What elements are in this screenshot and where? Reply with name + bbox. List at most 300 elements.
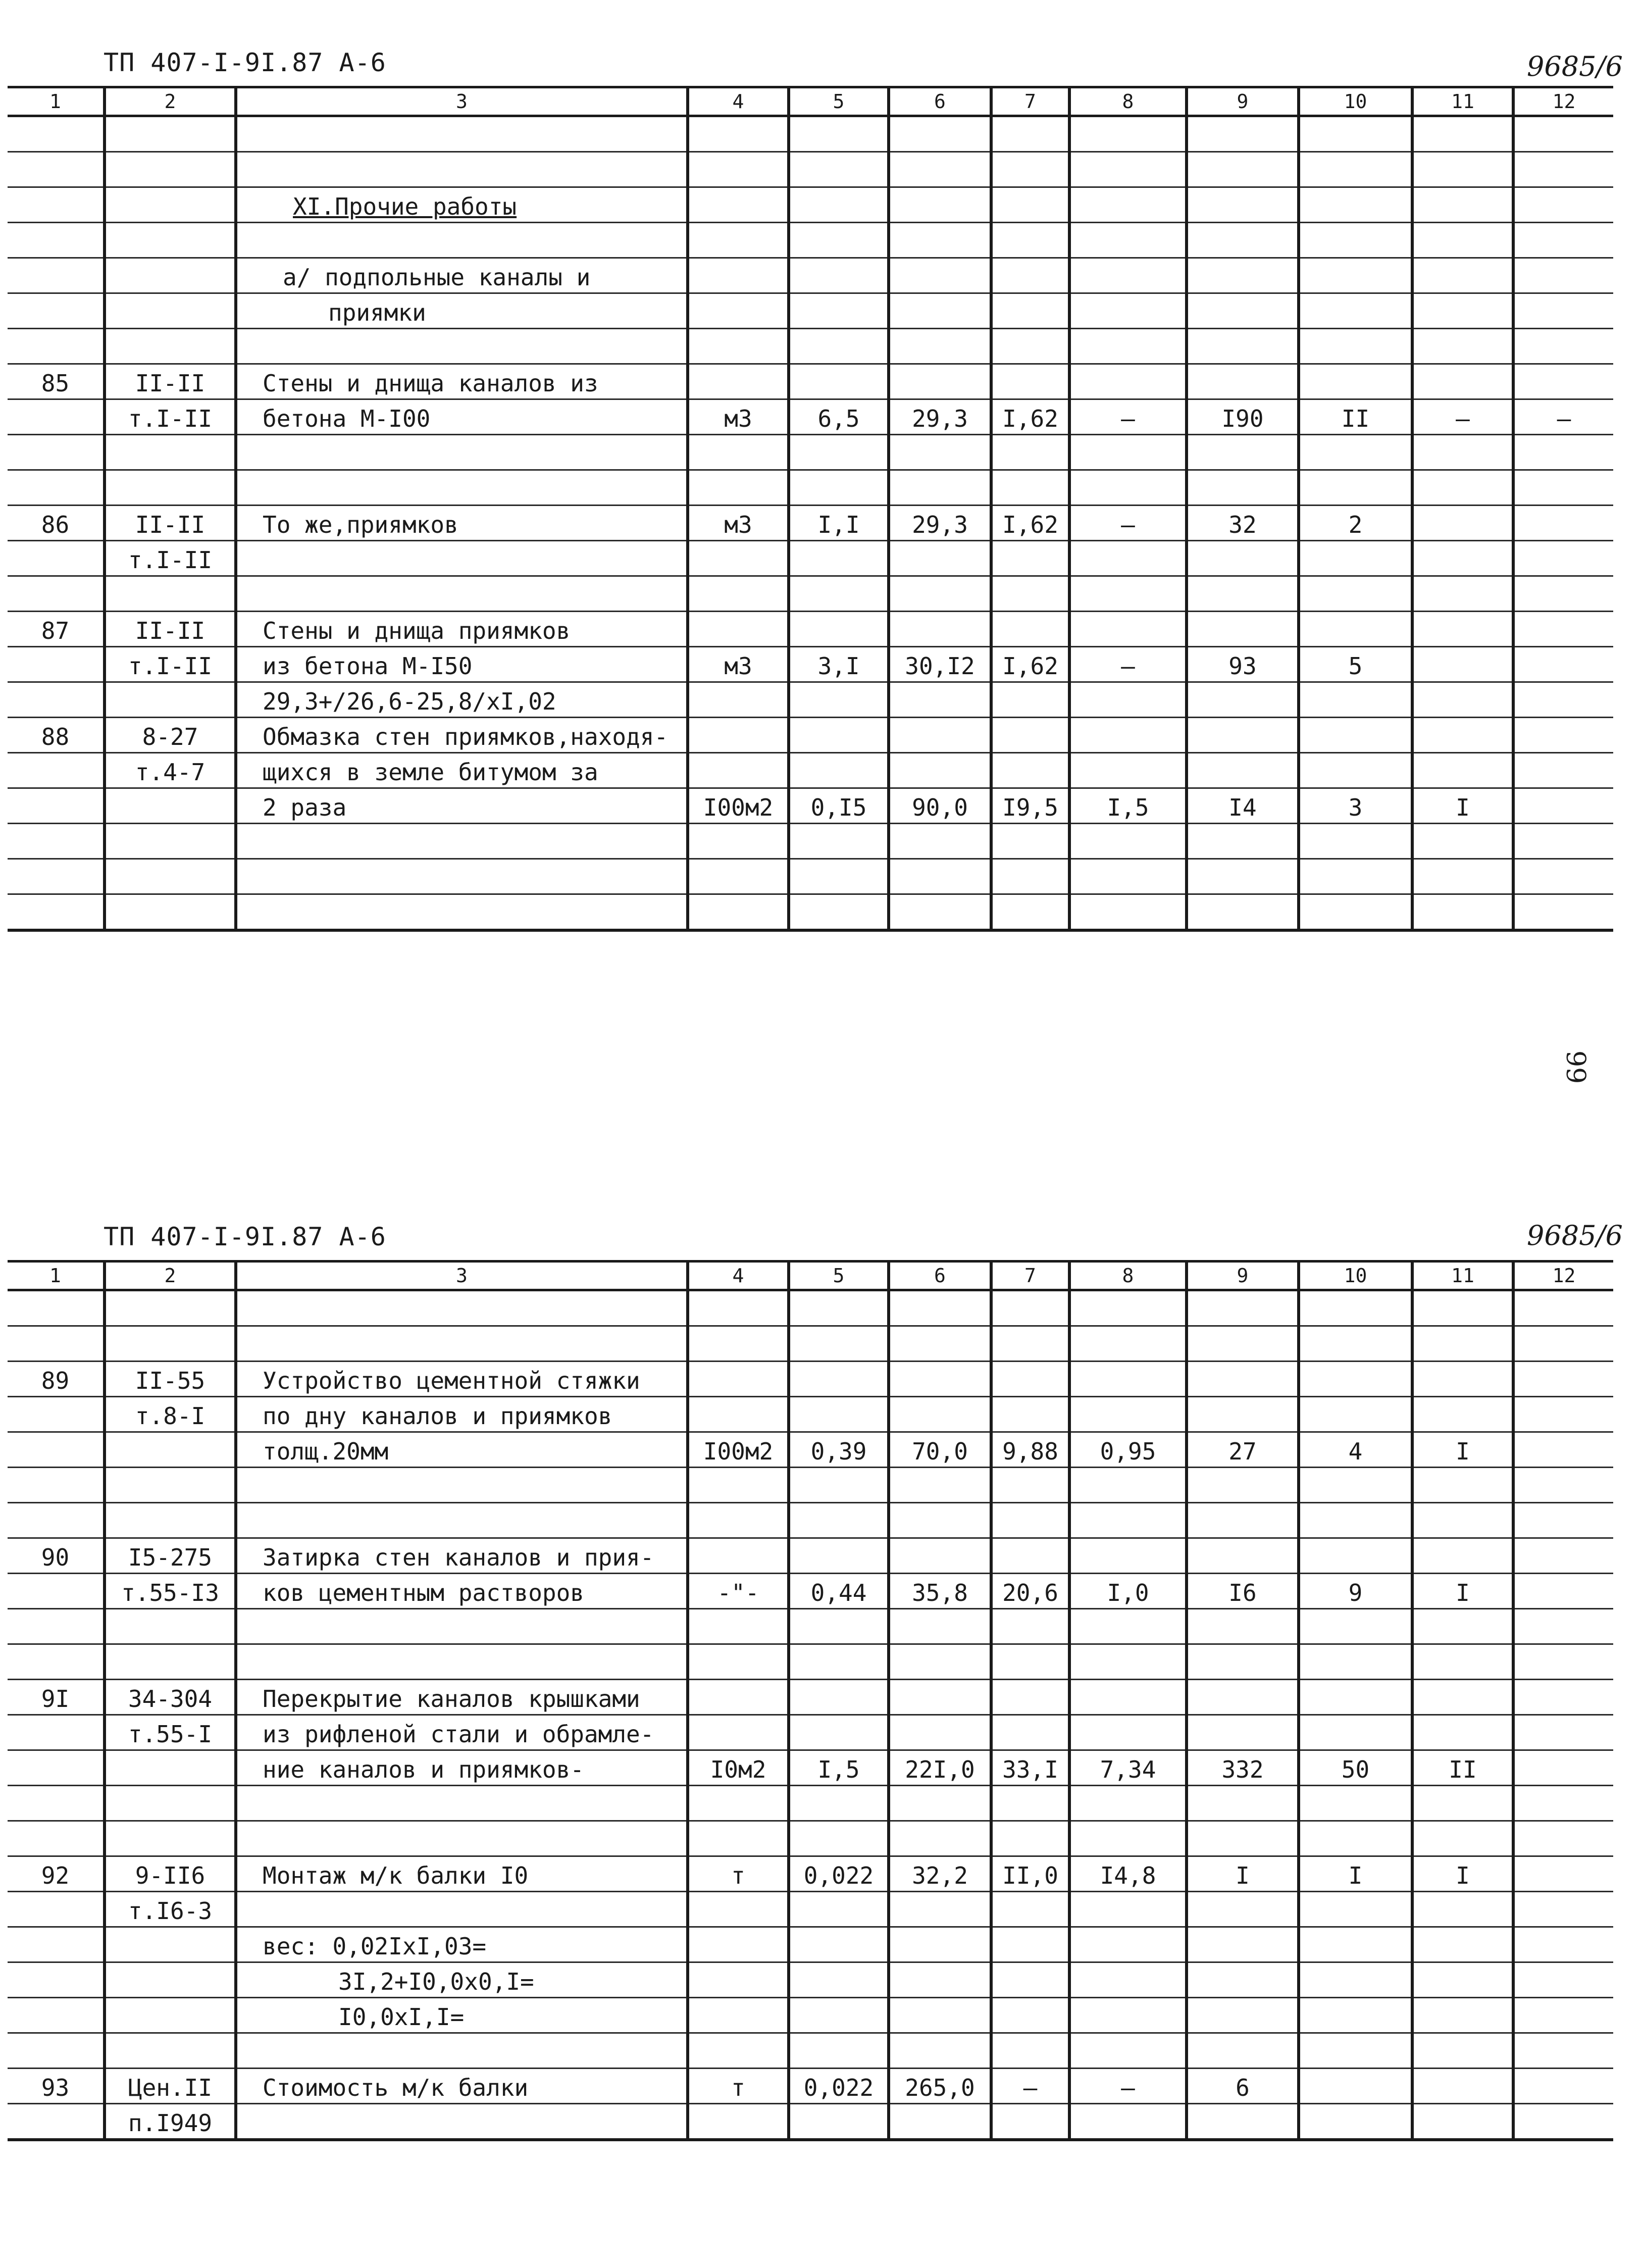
- norm-code-cell: [105, 1927, 236, 1962]
- table-row: [8, 859, 1613, 894]
- value-cell: [889, 1609, 991, 1644]
- value-cell: [1513, 1962, 1613, 1998]
- value-cell: [1412, 329, 1513, 364]
- item-number-cell: [8, 894, 105, 931]
- value-cell: [1187, 1680, 1299, 1715]
- item-number-cell: [8, 329, 105, 364]
- unit-cell: I00м2: [688, 1432, 789, 1468]
- value-cell: [789, 1290, 889, 1326]
- value-cell: [1513, 2033, 1613, 2069]
- value-cell: [1069, 1998, 1187, 2033]
- column-number: 8: [1069, 1262, 1187, 1290]
- value-cell: [1299, 1468, 1412, 1503]
- value-cell: [1069, 116, 1187, 152]
- value-cell: [789, 1786, 889, 1821]
- value-cell: [1187, 1998, 1299, 2033]
- work-description-cell: [236, 1786, 688, 1821]
- column-number: 4: [688, 87, 789, 116]
- value-cell: [991, 1326, 1069, 1362]
- column-number: 11: [1412, 87, 1513, 116]
- value-cell: [1069, 612, 1187, 647]
- value-cell: [889, 718, 991, 753]
- unit-cell: [688, 116, 789, 152]
- value-cell: [1299, 1290, 1412, 1326]
- value-cell: [1299, 116, 1412, 152]
- value-cell: [1412, 1468, 1513, 1503]
- norm-code-cell: II-II: [105, 364, 236, 399]
- value-cell: I,I: [789, 506, 889, 541]
- item-number-cell: [8, 116, 105, 152]
- value-cell: 30,I2: [889, 647, 991, 682]
- unit-cell: м3: [688, 506, 789, 541]
- value-cell: [1187, 718, 1299, 753]
- value-cell: [1412, 258, 1513, 293]
- value-cell: [1069, 1786, 1187, 1821]
- value-cell: [1187, 329, 1299, 364]
- value-cell: 29,3: [889, 399, 991, 435]
- unit-cell: [688, 1362, 789, 1397]
- value-cell: [1069, 894, 1187, 931]
- column-number: 2: [105, 87, 236, 116]
- work-description-cell: [236, 859, 688, 894]
- norm-code-cell: [105, 329, 236, 364]
- norm-code-cell: [105, 116, 236, 152]
- value-cell: [1069, 1680, 1187, 1715]
- unit-cell: м3: [688, 647, 789, 682]
- value-cell: [1412, 470, 1513, 506]
- value-cell: [1513, 894, 1613, 931]
- work-description-cell: из рифленой стали и обрамле-: [236, 1715, 688, 1750]
- item-number-cell: [8, 576, 105, 612]
- value-cell: [789, 576, 889, 612]
- value-cell: [1069, 1538, 1187, 1574]
- value-cell: [889, 1680, 991, 1715]
- value-cell: [1069, 258, 1187, 293]
- value-cell: [1069, 2104, 1187, 2140]
- value-cell: [1412, 1538, 1513, 1574]
- unit-cell: [688, 1786, 789, 1821]
- value-cell: [1299, 541, 1412, 576]
- value-cell: [1187, 1962, 1299, 1998]
- work-description-cell: Затирка стен каналов и прия-: [236, 1538, 688, 1574]
- value-cell: [1187, 258, 1299, 293]
- value-cell: [991, 1680, 1069, 1715]
- value-cell: [1069, 718, 1187, 753]
- value-cell: 7,34: [1069, 1750, 1187, 1786]
- value-cell: [789, 223, 889, 258]
- item-number-cell: [8, 2033, 105, 2069]
- work-description-cell: [236, 576, 688, 612]
- value-cell: I4: [1187, 788, 1299, 824]
- unit-cell: т: [688, 1856, 789, 1892]
- value-cell: [1187, 1892, 1299, 1927]
- value-cell: [1513, 1821, 1613, 1856]
- norm-code-cell: 9-II6: [105, 1856, 236, 1892]
- work-description-cell: [236, 152, 688, 187]
- value-cell: [1187, 541, 1299, 576]
- work-description-cell: 2 раза: [236, 788, 688, 824]
- norm-code-cell: п.I949: [105, 2104, 236, 2140]
- work-description-cell: Стены и днища каналов из: [236, 364, 688, 399]
- table-row: [8, 1786, 1613, 1821]
- value-cell: [1187, 612, 1299, 647]
- norm-code-cell: [105, 1644, 236, 1680]
- estimate-sheet-bottom: [0, 1222, 1643, 2268]
- value-cell: [889, 1326, 991, 1362]
- value-cell: [789, 1503, 889, 1538]
- value-cell: [991, 1998, 1069, 2033]
- value-cell: [1069, 1290, 1187, 1326]
- value-cell: [991, 1609, 1069, 1644]
- item-number-cell: [8, 1574, 105, 1609]
- table-row: [8, 329, 1613, 364]
- value-cell: [1513, 116, 1613, 152]
- value-cell: [1513, 788, 1613, 824]
- item-number-cell: 85: [8, 364, 105, 399]
- value-cell: [1299, 187, 1412, 223]
- norm-code-cell: [105, 187, 236, 223]
- value-cell: [1069, 223, 1187, 258]
- norm-code-cell: т.I-II: [105, 647, 236, 682]
- item-number-cell: [8, 1468, 105, 1503]
- value-cell: [1412, 2033, 1513, 2069]
- value-cell: [991, 223, 1069, 258]
- item-number-cell: [8, 293, 105, 329]
- value-cell: [1299, 859, 1412, 894]
- item-number-cell: 88: [8, 718, 105, 753]
- value-cell: [1187, 187, 1299, 223]
- unit-cell: [688, 1962, 789, 1998]
- value-cell: [1299, 1715, 1412, 1750]
- value-cell: [889, 1786, 991, 1821]
- estimate-sheet-top: [0, 0, 1643, 1086]
- value-cell: [889, 1503, 991, 1538]
- table-row: [8, 1715, 1613, 1750]
- table-row: [8, 824, 1613, 859]
- table-row: [8, 788, 1613, 824]
- table-row: [8, 1538, 1613, 1574]
- item-number-cell: 9I: [8, 1680, 105, 1715]
- value-cell: [991, 435, 1069, 470]
- value-cell: 5: [1299, 647, 1412, 682]
- column-number: 12: [1513, 87, 1613, 116]
- item-number-cell: 89: [8, 1362, 105, 1397]
- value-cell: 20,6: [991, 1574, 1069, 1609]
- norm-code-cell: [105, 1821, 236, 1856]
- value-cell: 33,I: [991, 1750, 1069, 1786]
- table-row: [8, 1750, 1613, 1786]
- value-cell: [789, 859, 889, 894]
- work-description-cell: [236, 541, 688, 576]
- item-number-cell: 93: [8, 2069, 105, 2104]
- value-cell: –: [1069, 399, 1187, 435]
- value-cell: [1513, 435, 1613, 470]
- unit-cell: [688, 824, 789, 859]
- estimate-table: [8, 1260, 1613, 2141]
- value-cell: [1513, 1715, 1613, 1750]
- value-cell: [1299, 1998, 1412, 2033]
- value-cell: [991, 753, 1069, 788]
- value-cell: [789, 541, 889, 576]
- value-cell: [1513, 506, 1613, 541]
- value-cell: [1513, 1574, 1613, 1609]
- value-cell: [991, 1397, 1069, 1432]
- value-cell: [789, 753, 889, 788]
- value-cell: [1513, 1290, 1613, 1326]
- table-row: [8, 1856, 1613, 1892]
- work-description-cell: [236, 2104, 688, 2140]
- value-cell: [1513, 541, 1613, 576]
- value-cell: [1513, 1644, 1613, 1680]
- value-cell: [1412, 435, 1513, 470]
- table-row: [8, 1574, 1613, 1609]
- column-number: 1: [8, 1262, 105, 1290]
- value-cell: 0,39: [789, 1432, 889, 1468]
- value-cell: 22I,0: [889, 1750, 991, 1786]
- value-cell: [889, 2033, 991, 2069]
- value-cell: [889, 329, 991, 364]
- value-cell: I: [1412, 1432, 1513, 1468]
- item-number-cell: [8, 258, 105, 293]
- value-cell: [889, 1892, 991, 1927]
- work-description-cell: I0,0хI,I=: [236, 1998, 688, 2033]
- value-cell: [1513, 1786, 1613, 1821]
- unit-cell: [688, 753, 789, 788]
- column-number: 8: [1069, 87, 1187, 116]
- norm-code-cell: т.I6-3: [105, 1892, 236, 1927]
- value-cell: 35,8: [889, 1574, 991, 1609]
- value-cell: [1412, 1715, 1513, 1750]
- value-cell: [1513, 824, 1613, 859]
- value-cell: [991, 2033, 1069, 2069]
- norm-code-cell: [105, 2033, 236, 2069]
- norm-code-cell: 34-304: [105, 1680, 236, 1715]
- value-cell: [991, 329, 1069, 364]
- value-cell: [1513, 1503, 1613, 1538]
- work-description-cell: То же,приямков: [236, 506, 688, 541]
- value-cell: 332: [1187, 1750, 1299, 1786]
- value-cell: [1513, 647, 1613, 682]
- value-cell: [889, 824, 991, 859]
- value-cell: I90: [1187, 399, 1299, 435]
- value-cell: [1069, 364, 1187, 399]
- unit-cell: -"-: [688, 1574, 789, 1609]
- table-row: [8, 1998, 1613, 2033]
- value-cell: [1299, 894, 1412, 931]
- norm-code-cell: [105, 435, 236, 470]
- value-cell: [1412, 223, 1513, 258]
- value-cell: [1412, 152, 1513, 187]
- table-row: [8, 1397, 1613, 1432]
- column-number: 5: [789, 1262, 889, 1290]
- value-cell: [991, 2104, 1069, 2140]
- value-cell: 6,5: [789, 399, 889, 435]
- value-cell: [991, 152, 1069, 187]
- value-cell: 9,88: [991, 1432, 1069, 1468]
- unit-cell: [688, 152, 789, 187]
- value-cell: [889, 187, 991, 223]
- table-row: [8, 718, 1613, 753]
- value-cell: I,62: [991, 399, 1069, 435]
- value-cell: [1299, 223, 1412, 258]
- work-description-cell: а/ подпольные каналы и: [236, 258, 688, 293]
- value-cell: [1069, 1892, 1187, 1927]
- value-cell: [789, 152, 889, 187]
- value-cell: [1513, 1927, 1613, 1962]
- value-cell: [889, 1538, 991, 1574]
- work-description-cell: Монтаж м/к балки I0: [236, 1856, 688, 1892]
- unit-cell: [688, 859, 789, 894]
- value-cell: [1513, 2104, 1613, 2140]
- value-cell: [991, 859, 1069, 894]
- value-cell: [1412, 1892, 1513, 1927]
- item-number-cell: [8, 824, 105, 859]
- item-number-cell: [8, 1290, 105, 1326]
- value-cell: [889, 576, 991, 612]
- table-row: [8, 1362, 1613, 1397]
- norm-code-cell: [105, 859, 236, 894]
- work-description-cell: [236, 1644, 688, 1680]
- value-cell: [1187, 1821, 1299, 1856]
- norm-code-cell: [105, 258, 236, 293]
- item-number-cell: [8, 1715, 105, 1750]
- table-row: [8, 1962, 1613, 1998]
- norm-code-cell: I5-275: [105, 1538, 236, 1574]
- work-description-cell: [236, 116, 688, 152]
- value-cell: [1187, 470, 1299, 506]
- value-cell: [789, 1397, 889, 1432]
- table-row: [8, 1503, 1613, 1538]
- value-cell: [889, 682, 991, 718]
- value-cell: [1299, 1786, 1412, 1821]
- unit-cell: [688, 1538, 789, 1574]
- value-cell: [789, 1362, 889, 1397]
- value-cell: [1513, 1998, 1613, 2033]
- unit-cell: [688, 470, 789, 506]
- value-cell: [1513, 1680, 1613, 1715]
- value-cell: [1069, 1644, 1187, 1680]
- value-cell: [1069, 682, 1187, 718]
- value-cell: [1412, 1362, 1513, 1397]
- work-description-cell: Стены и днища приямков: [236, 612, 688, 647]
- work-description-cell: Стоимость м/к балки: [236, 2069, 688, 2104]
- item-number-cell: [8, 470, 105, 506]
- norm-code-cell: [105, 894, 236, 931]
- value-cell: [1069, 576, 1187, 612]
- item-number-cell: [8, 1927, 105, 1962]
- value-cell: [1187, 576, 1299, 612]
- table-row: [8, 1927, 1613, 1962]
- table-row: [8, 1821, 1613, 1856]
- value-cell: [889, 1397, 991, 1432]
- value-cell: [991, 1821, 1069, 1856]
- value-cell: [1513, 152, 1613, 187]
- value-cell: [889, 1362, 991, 1397]
- value-cell: –: [1513, 399, 1613, 435]
- unit-cell: I0м2: [688, 1750, 789, 1786]
- value-cell: 50: [1299, 1750, 1412, 1786]
- value-cell: [1513, 1856, 1613, 1892]
- value-cell: [1513, 1750, 1613, 1786]
- value-cell: I: [1412, 788, 1513, 824]
- value-cell: [991, 1362, 1069, 1397]
- value-cell: [1187, 859, 1299, 894]
- value-cell: [1412, 1326, 1513, 1362]
- table-row: [8, 1290, 1613, 1326]
- item-number-cell: [8, 435, 105, 470]
- column-number-row: [8, 1262, 1613, 1290]
- value-cell: II: [1412, 1750, 1513, 1786]
- table-row: [8, 293, 1613, 329]
- value-cell: [1187, 1362, 1299, 1397]
- value-cell: 9: [1299, 1574, 1412, 1609]
- value-cell: [1299, 682, 1412, 718]
- value-cell: [1412, 2069, 1513, 2104]
- value-cell: [1299, 824, 1412, 859]
- value-cell: [1412, 2104, 1513, 2140]
- unit-cell: [688, 1927, 789, 1962]
- value-cell: 32,2: [889, 1856, 991, 1892]
- value-cell: [1187, 1715, 1299, 1750]
- value-cell: [1299, 1644, 1412, 1680]
- value-cell: [789, 258, 889, 293]
- value-cell: [1513, 258, 1613, 293]
- norm-code-cell: [105, 1609, 236, 1644]
- value-cell: [1513, 1609, 1613, 1644]
- norm-code-cell: [105, 1998, 236, 2033]
- value-cell: I,5: [789, 1750, 889, 1786]
- value-cell: [1412, 1680, 1513, 1715]
- value-cell: [991, 116, 1069, 152]
- item-number-cell: [8, 859, 105, 894]
- column-number: 12: [1513, 1262, 1613, 1290]
- table-row: [8, 1468, 1613, 1503]
- norm-code-cell: [105, 1503, 236, 1538]
- value-cell: [1187, 1468, 1299, 1503]
- value-cell: [1412, 506, 1513, 541]
- work-description-cell: [236, 1892, 688, 1927]
- value-cell: [1069, 1927, 1187, 1962]
- item-number-cell: [8, 2104, 105, 2140]
- norm-code-cell: т.I-II: [105, 541, 236, 576]
- value-cell: [789, 1927, 889, 1962]
- value-cell: 93: [1187, 647, 1299, 682]
- value-cell: [1412, 116, 1513, 152]
- value-cell: [1299, 718, 1412, 753]
- table-row: [8, 753, 1613, 788]
- value-cell: 0,022: [789, 2069, 889, 2104]
- value-cell: [1187, 293, 1299, 329]
- value-cell: 4: [1299, 1432, 1412, 1468]
- value-cell: [1299, 1927, 1412, 1962]
- value-cell: 0,022: [789, 1856, 889, 1892]
- unit-cell: [688, 1290, 789, 1326]
- value-cell: [1299, 435, 1412, 470]
- norm-code-cell: [105, 223, 236, 258]
- value-cell: [991, 541, 1069, 576]
- value-cell: –: [991, 2069, 1069, 2104]
- sheet-number: 9685/6: [1527, 51, 1623, 82]
- value-cell: [789, 116, 889, 152]
- value-cell: [1299, 1962, 1412, 1998]
- item-number-cell: [8, 1432, 105, 1468]
- value-cell: [889, 470, 991, 506]
- unit-cell: [688, 2033, 789, 2069]
- value-cell: [889, 1998, 991, 2033]
- value-cell: [1069, 1326, 1187, 1362]
- column-number: 10: [1299, 87, 1412, 116]
- item-number-cell: [8, 788, 105, 824]
